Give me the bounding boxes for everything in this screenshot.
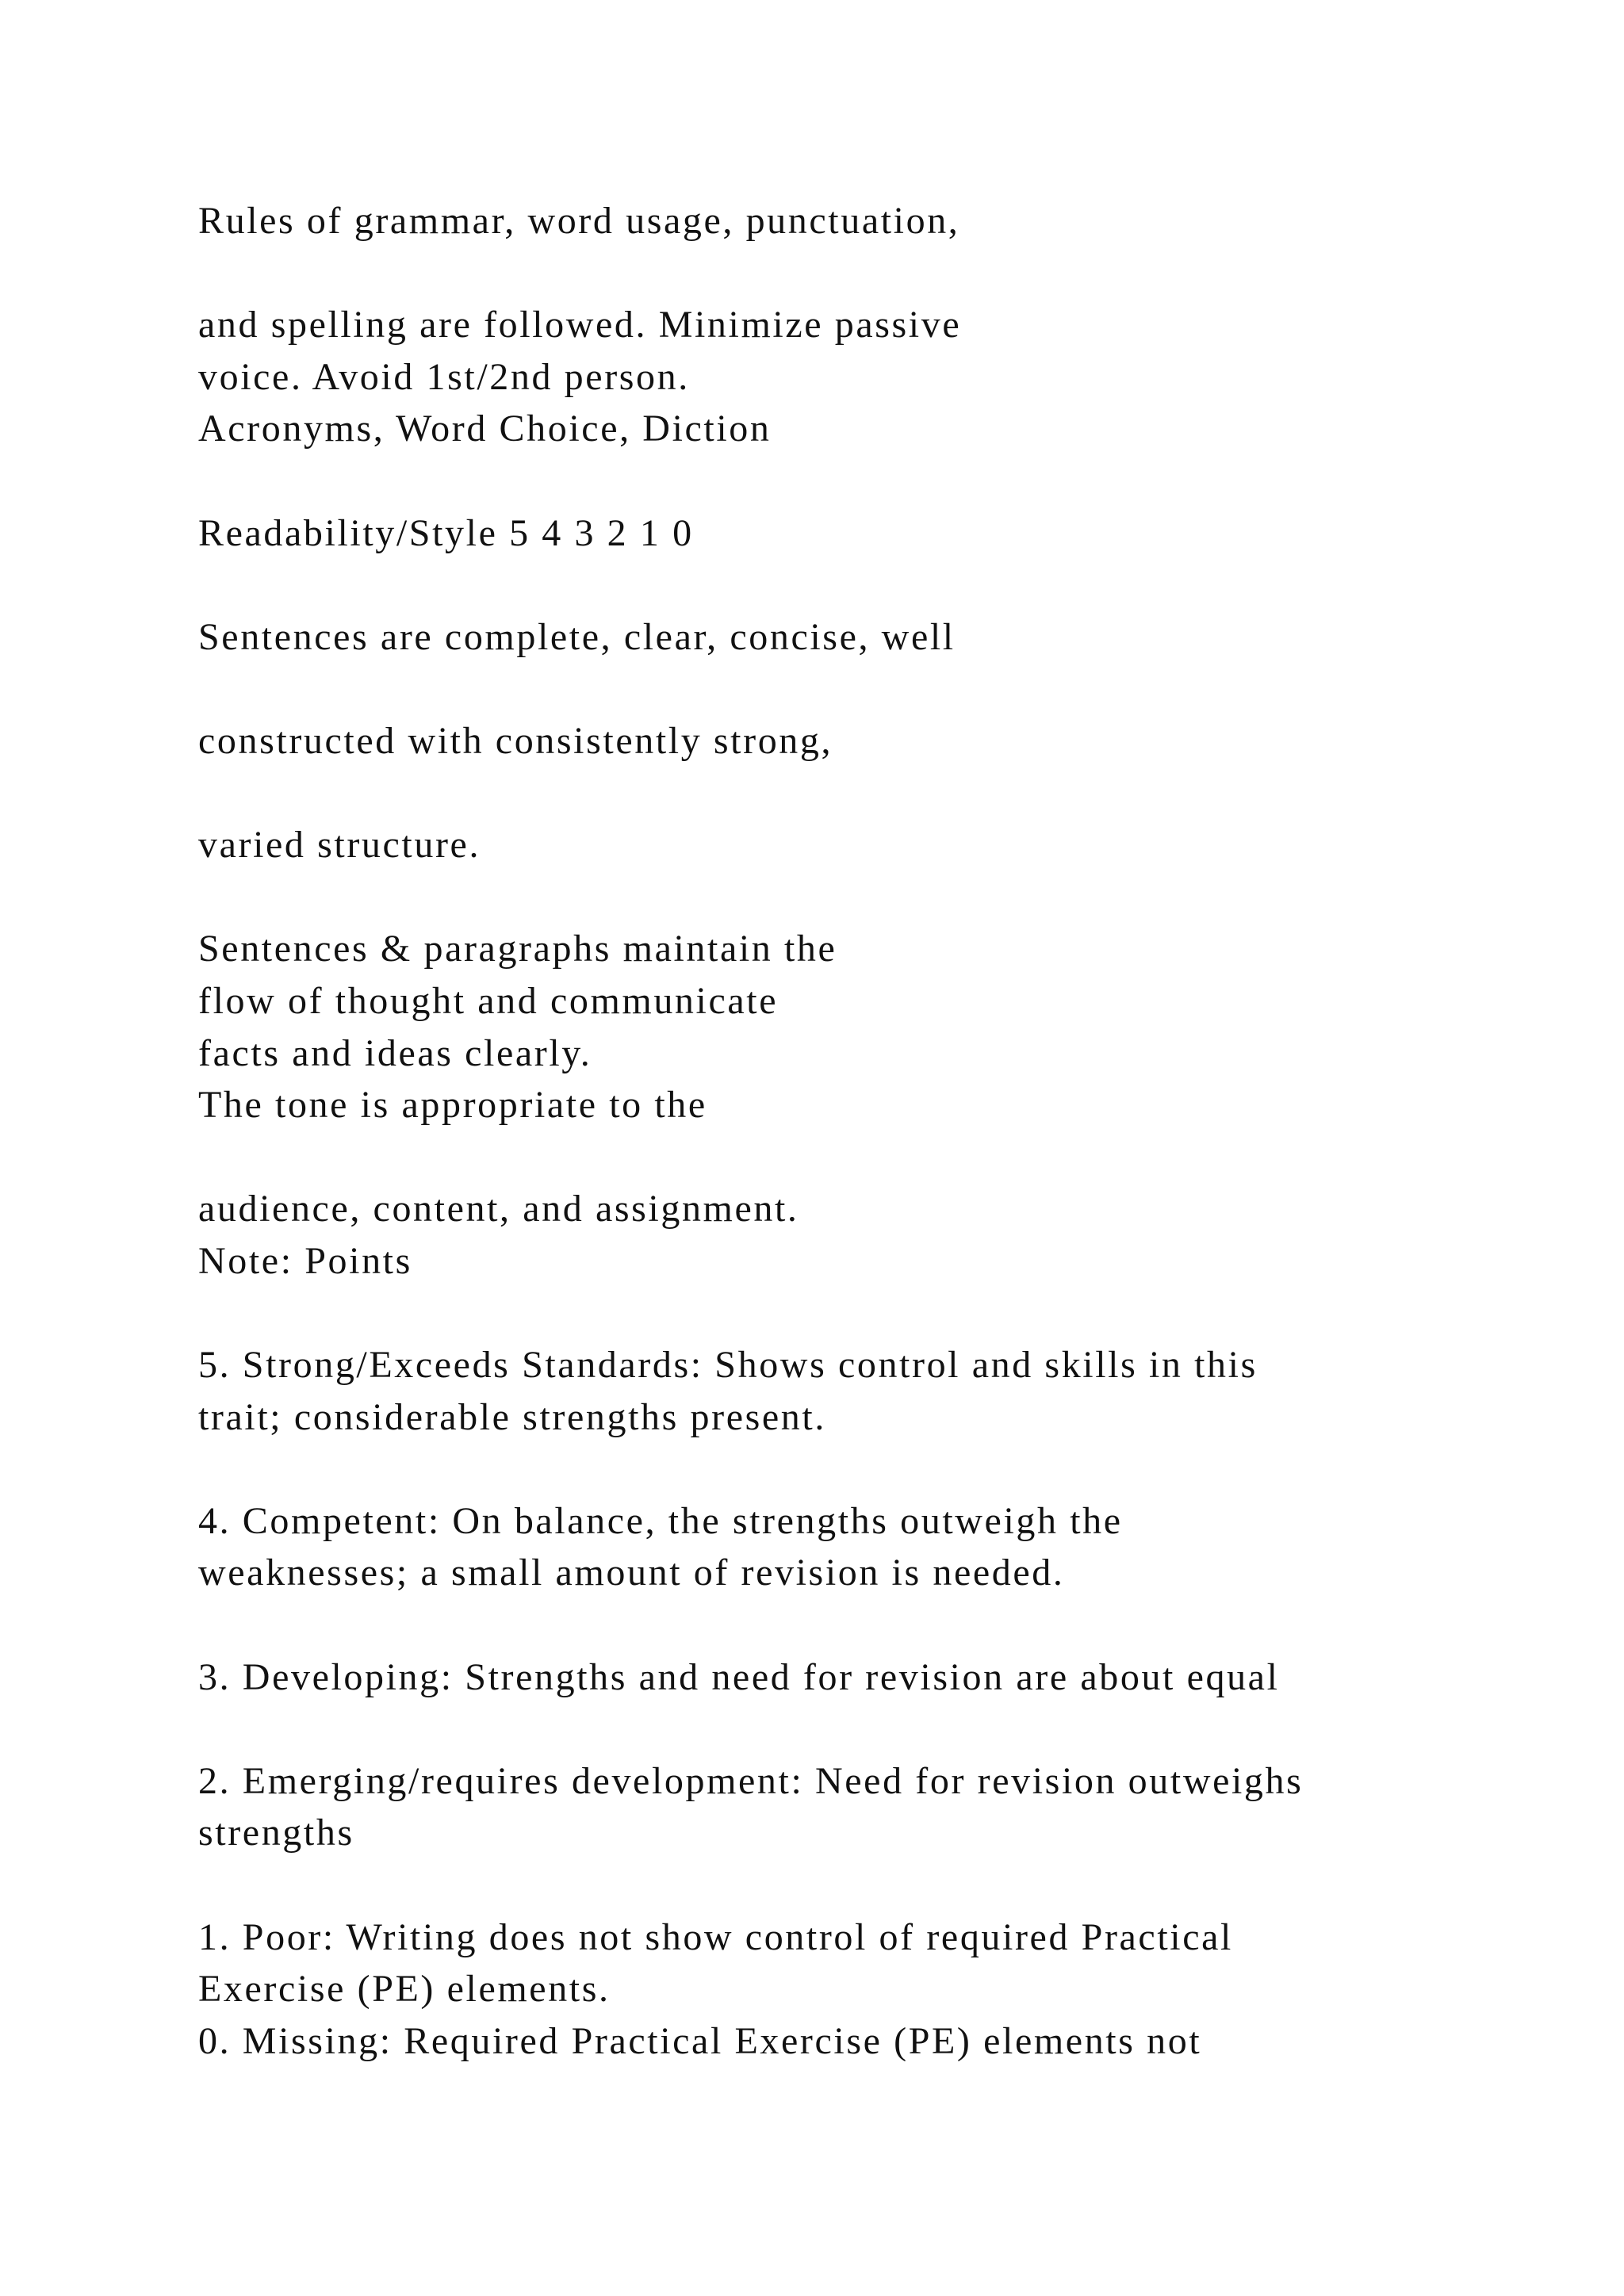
text-line: strengths: [198, 1812, 354, 1854]
text-line: Sentences are complete, clear, concise, well: [198, 615, 956, 658]
blank-line: [198, 1443, 1546, 1495]
blank-line: [198, 455, 1546, 507]
blank-line: [198, 1859, 1546, 1911]
text-line: constructed with consistently strong,: [198, 719, 833, 762]
blank-line: [198, 1287, 1546, 1339]
text-line: Readability/Style 5 4 3 2 1 0: [198, 511, 694, 554]
text-line: Sentences & paragraphs maintain the: [198, 928, 837, 970]
text-line: 4. Competent: On balance, the strengths outweigh the: [198, 1499, 1123, 1542]
text-line: and spelling are followed. Minimize passive: [198, 304, 962, 346]
blank-line: [198, 871, 1546, 924]
text-line: facts and ideas clearly.: [198, 1031, 592, 1074]
text-line: flow of thought and communicate: [198, 979, 779, 1022]
text-line: trait; considerable strengths present.: [198, 1395, 826, 1438]
blank-line: [198, 663, 1546, 715]
text-line: varied structure.: [198, 824, 481, 867]
blank-line: [198, 767, 1546, 820]
text-line: Acronyms, Word Choice, Diction: [198, 408, 772, 450]
text-line: voice. Avoid 1st/2nd person.: [198, 355, 690, 398]
text-line: weaknesses; a small amount of revision is needed.: [198, 1552, 1065, 1594]
text-line: Note: Points: [198, 1239, 412, 1282]
text-line: 5. Strong/Exceeds Standards: Shows control and skills in this: [198, 1344, 1258, 1387]
text-line: Exercise (PE) elements.: [198, 1968, 611, 2011]
blank-line: [198, 1131, 1546, 1184]
blank-line: [198, 1599, 1546, 1651]
text-line: 3. Developing: Strengths and need for revision are about equal: [198, 1655, 1280, 1698]
text-line: audience, content, and assignment.: [198, 1188, 799, 1230]
blank-line: [198, 1703, 1546, 1755]
text-line: Rules of grammar, word usage, punctuation,: [198, 200, 960, 242]
text-line: The tone is appropriate to the: [198, 1084, 707, 1127]
text-line: 0. Missing: Required Practical Exercise (PE) elements not: [198, 2019, 1202, 2062]
document-body: [198, 195, 1546, 2067]
blank-line: [198, 247, 1546, 300]
blank-line: [198, 559, 1546, 611]
text-line: 1. Poor: Writing does not show control of required Practical: [198, 1915, 1233, 1958]
text-line: 2. Emerging/requires development: Need for revision outweighs: [198, 1759, 1304, 1802]
